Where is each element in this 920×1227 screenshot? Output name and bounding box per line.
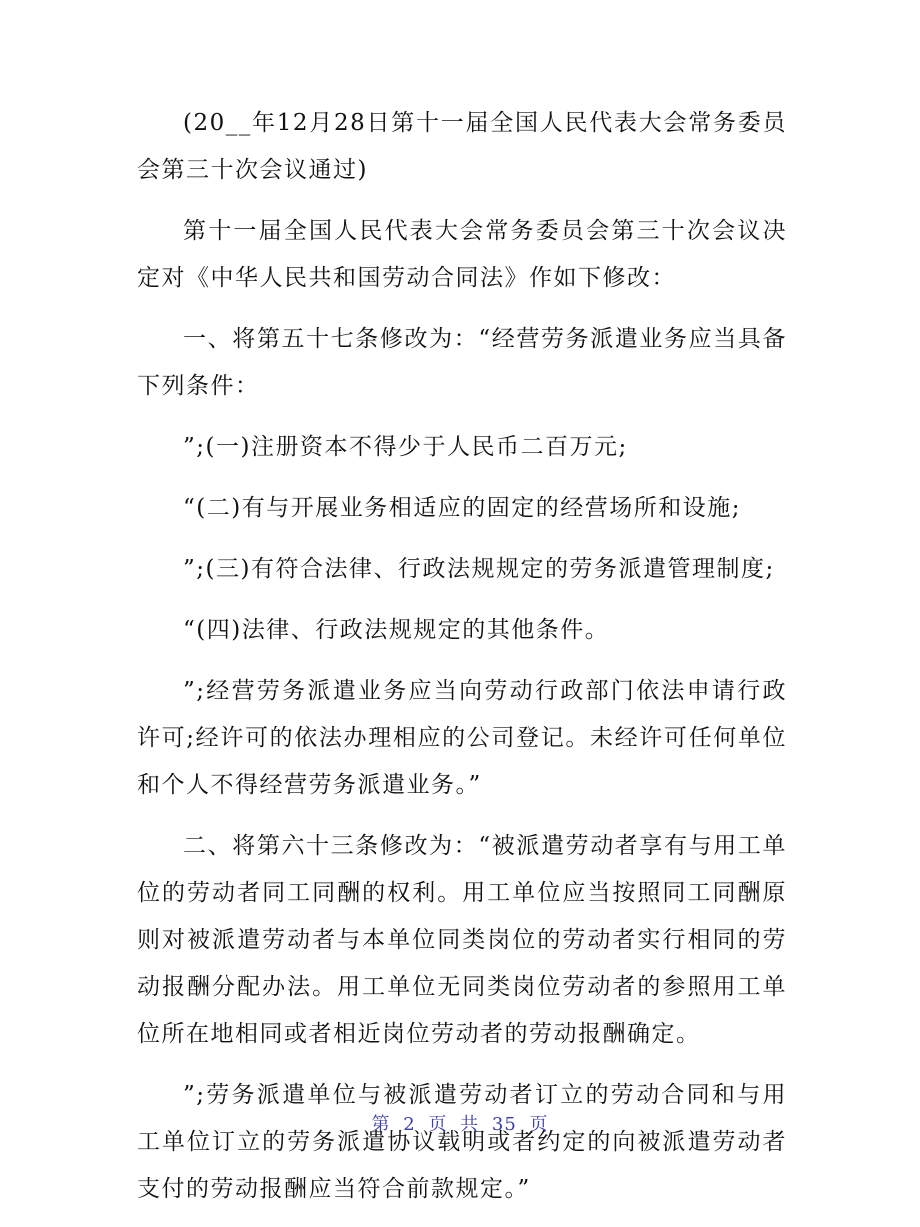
paragraph-condition-3: ”;(三)有符合法律、行政法规规定的劳务派遣管理制度; bbox=[183, 556, 775, 582]
footer-total-pages: 35 bbox=[491, 1114, 517, 1135]
footer-current-page: 2 bbox=[403, 1114, 416, 1135]
paragraph-article-63: 二、将第六十三条修改为：“被派遣劳动者享有与用工单位的劳动者同工同酬的权利。用工单位应当按照同工同酬原则对被派遣劳动者与本单位同类岗位的劳动者实行相同的劳动报酬分配办法。用工单位无同类岗位劳动者的参照用工单位所在地相同或者相近岗位劳动者的劳动报酬确定。 bbox=[137, 833, 787, 1047]
document-body bbox=[137, 100, 787, 1227]
footer-total-prefix: 共 bbox=[460, 1114, 480, 1135]
paragraph-adoption-note: (20__年12月28日第十一届全国人民代表大会常务委员会第三十次会议通过) bbox=[137, 110, 787, 183]
paragraph-article-57: 一、将第五十七条修改为：“经营劳务派遣业务应当具备下列条件： bbox=[137, 326, 787, 399]
page-footer bbox=[0, 1110, 920, 1136]
paragraph-license: ”;经营劳务派遣业务应当向劳动行政部门依法申请行政许可;经许可的依法办理相应的公司登记。未经许可任何单位和个人不得经营劳务派遣业务。” bbox=[137, 678, 787, 798]
paragraph-decision: 第十一届全国人民代表大会常务委员会第三十次会议决定对《中华人民共和国劳动合同法》作如下修改： bbox=[137, 218, 787, 291]
paragraph-condition-1: ”;(一)注册资本不得少于人民币二百万元; bbox=[183, 434, 628, 460]
paragraph-condition-4: “(四)法律、行政法规规定的其他条件。 bbox=[183, 617, 610, 643]
footer-prefix: 第 bbox=[371, 1114, 391, 1135]
paragraph-condition-2: “(二)有与开展业务相适应的固定的经营场所和设施; bbox=[183, 495, 741, 521]
footer-total-unit: 页 bbox=[529, 1114, 549, 1135]
footer-page-unit: 页 bbox=[428, 1114, 448, 1135]
paragraph-remuneration: ”;劳务派遣单位与被派遣劳动者订立的劳动合同和与用工单位订立的劳务派遣协议载明或者约定的向被派遣劳动者支付的劳动报酬应当符合前款规定。” bbox=[137, 1082, 787, 1202]
